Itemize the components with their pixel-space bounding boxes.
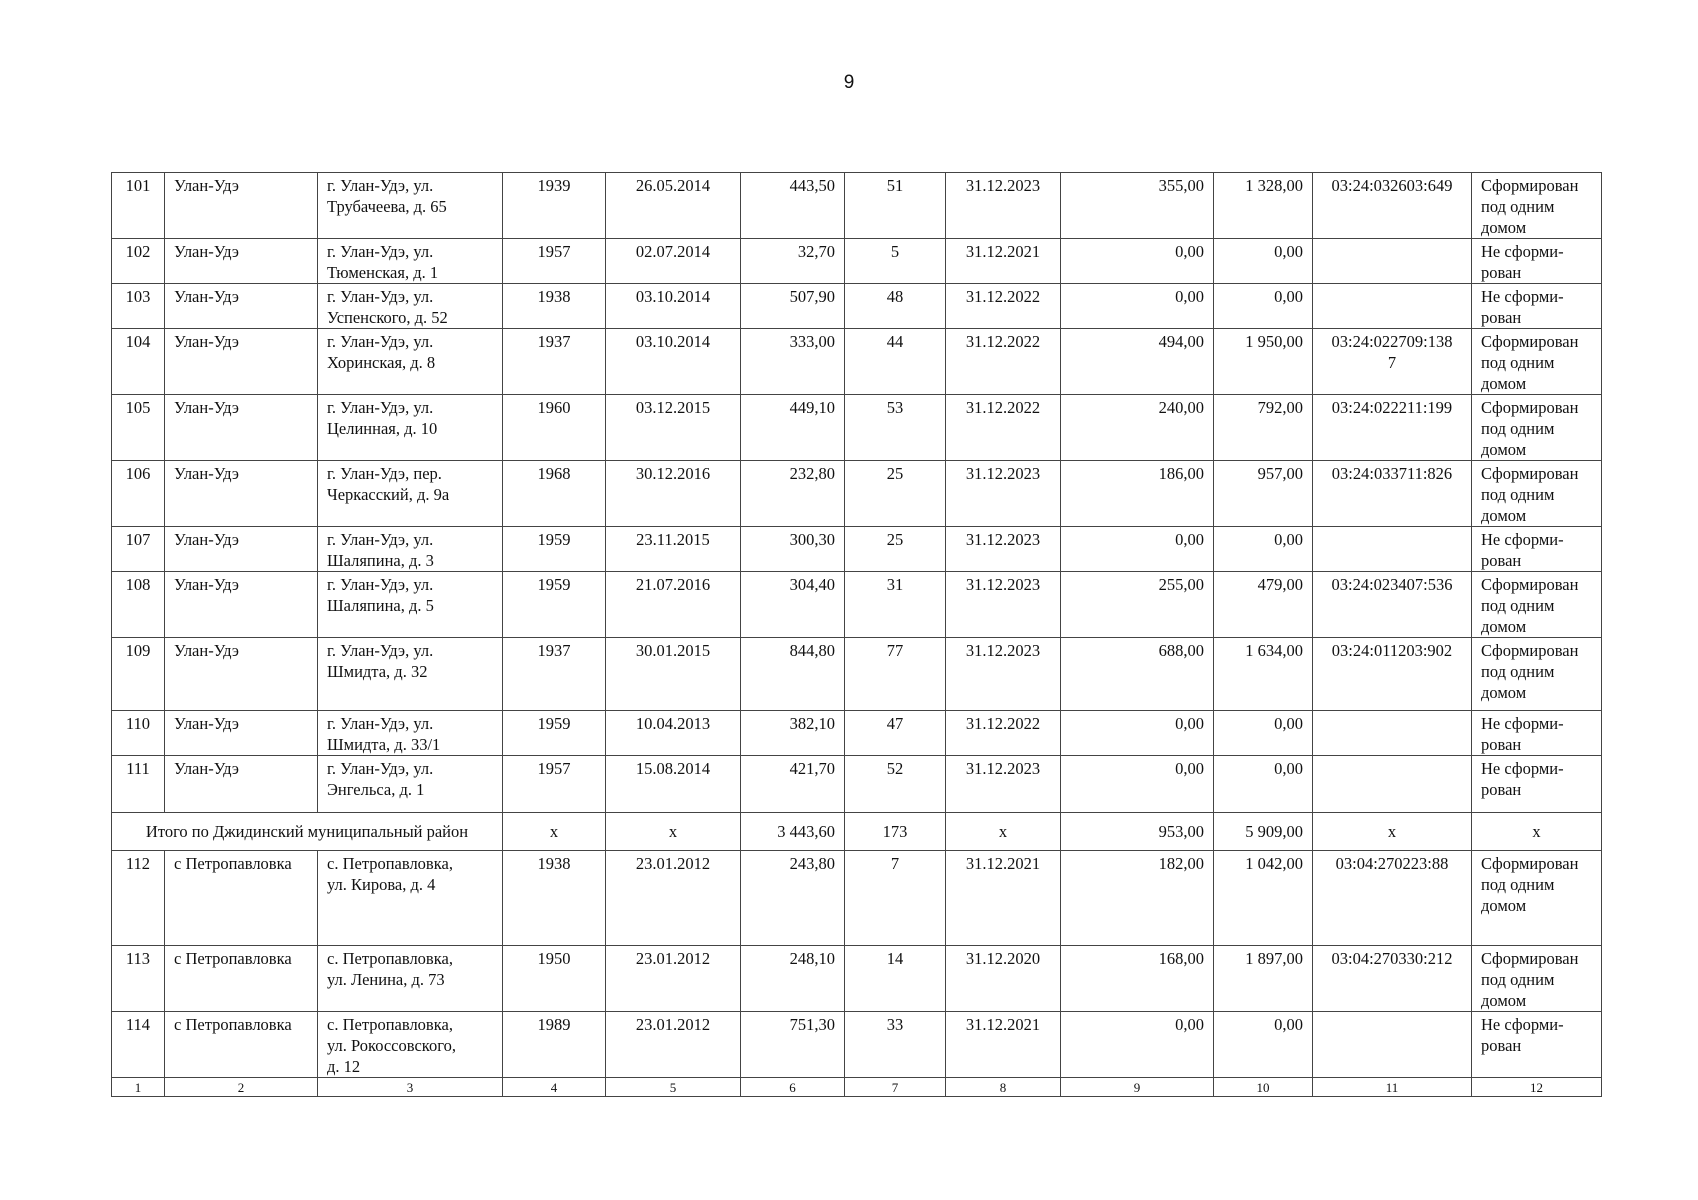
table-row [112, 461, 1602, 527]
cadastral-cell [1313, 527, 1472, 572]
land-area-norm-cell: 0,00 [1214, 711, 1313, 756]
land-area-cell: 0,00 [1061, 1012, 1214, 1078]
date-cell: 15.08.2014 [606, 756, 741, 813]
row-number: 101 [112, 173, 165, 239]
total-area: 3 443,60 [741, 813, 845, 851]
deadline-cell: 31.12.2023 [946, 638, 1061, 711]
land-area-cell: 494,00 [1061, 329, 1214, 395]
row-number: 105 [112, 395, 165, 461]
deadline-cell: 31.12.2021 [946, 1012, 1061, 1078]
land-area-norm-cell: 1 950,00 [1214, 329, 1313, 395]
deadline-cell: 31.12.2022 [946, 711, 1061, 756]
land-area-cell: 0,00 [1061, 239, 1214, 284]
area-cell: 32,70 [741, 239, 845, 284]
deadline-cell: 31.12.2023 [946, 572, 1061, 638]
column-number: 5 [606, 1078, 741, 1097]
cadastral-cell [1313, 711, 1472, 756]
status-cell: Не сформи- рован [1472, 239, 1602, 284]
area-cell: 449,10 [741, 395, 845, 461]
land-area-norm-cell: 0,00 [1214, 239, 1313, 284]
area-cell: 243,80 [741, 851, 845, 946]
year-cell: 1968 [503, 461, 606, 527]
settlement-cell: Улан-Удэ [165, 461, 318, 527]
status-cell: Сформирован под одним домом [1472, 329, 1602, 395]
table-row [112, 711, 1602, 756]
row-number: 103 [112, 284, 165, 329]
address-cell: г. Улан-Удэ, пер. Черкасский, д. 9а [318, 461, 503, 527]
deadline-cell: 31.12.2023 [946, 756, 1061, 813]
column-number: 7 [845, 1078, 946, 1097]
year-cell: 1960 [503, 395, 606, 461]
total-label: Итого по Джидинский муниципальный район [112, 813, 503, 851]
column-number: 10 [1214, 1078, 1313, 1097]
cadastral-cell [1313, 1012, 1472, 1078]
deadline-cell: 31.12.2021 [946, 851, 1061, 946]
rows-group-b [112, 851, 1602, 1078]
residents-cell: 7 [845, 851, 946, 946]
deadline-cell: 31.12.2020 [946, 946, 1061, 1012]
row-number: 113 [112, 946, 165, 1012]
date-cell: 03.10.2014 [606, 284, 741, 329]
row-number: 109 [112, 638, 165, 711]
table-row [112, 329, 1602, 395]
total-cadastral: х [1313, 813, 1472, 851]
row-number: 104 [112, 329, 165, 395]
status-cell: Не сформи- рован [1472, 711, 1602, 756]
settlement-cell: Улан-Удэ [165, 756, 318, 813]
settlement-cell: Улан-Удэ [165, 572, 318, 638]
residents-cell: 14 [845, 946, 946, 1012]
area-cell: 844,80 [741, 638, 845, 711]
total-land-area: 953,00 [1061, 813, 1214, 851]
area-cell: 507,90 [741, 284, 845, 329]
table-row [112, 638, 1602, 711]
row-number: 106 [112, 461, 165, 527]
land-area-norm-cell: 1 634,00 [1214, 638, 1313, 711]
settlement-cell: Улан-Удэ [165, 329, 318, 395]
year-cell: 1937 [503, 638, 606, 711]
land-area-cell: 182,00 [1061, 851, 1214, 946]
land-area-cell: 255,00 [1061, 572, 1214, 638]
status-cell: Сформирован под одним домом [1472, 395, 1602, 461]
table-row [112, 239, 1602, 284]
cadastral-cell: 03:24:023407:536 [1313, 572, 1472, 638]
total-row [112, 813, 1602, 851]
area-cell: 443,50 [741, 173, 845, 239]
area-cell: 248,10 [741, 946, 845, 1012]
address-cell: г. Улан-Удэ, ул. Трубачеева, д. 65 [318, 173, 503, 239]
table-row [112, 851, 1602, 946]
table-row [112, 173, 1602, 239]
date-cell: 23.01.2012 [606, 851, 741, 946]
land-area-cell: 355,00 [1061, 173, 1214, 239]
area-cell: 751,30 [741, 1012, 845, 1078]
settlement-cell: Улан-Удэ [165, 173, 318, 239]
row-number: 112 [112, 851, 165, 946]
settlement-cell: с Петропавловка [165, 1012, 318, 1078]
status-cell: Не сформи- рован [1472, 1012, 1602, 1078]
residents-cell: 44 [845, 329, 946, 395]
status-cell: Сформирован под одним домом [1472, 851, 1602, 946]
area-cell: 304,40 [741, 572, 845, 638]
status-cell: Не сформи- рован [1472, 756, 1602, 813]
address-cell: г. Улан-Удэ, ул. Шмидта, д. 33/1 [318, 711, 503, 756]
year-cell: 1957 [503, 239, 606, 284]
deadline-cell: 31.12.2023 [946, 461, 1061, 527]
register-table [111, 172, 1602, 1097]
year-cell: 1938 [503, 851, 606, 946]
area-cell: 421,70 [741, 756, 845, 813]
cadastral-cell: 03:24:033711:826 [1313, 461, 1472, 527]
table-row [112, 395, 1602, 461]
column-number: 9 [1061, 1078, 1214, 1097]
year-cell: 1937 [503, 329, 606, 395]
residents-cell: 5 [845, 239, 946, 284]
land-area-norm-cell: 957,00 [1214, 461, 1313, 527]
area-cell: 232,80 [741, 461, 845, 527]
deadline-cell: 31.12.2022 [946, 395, 1061, 461]
area-cell: 333,00 [741, 329, 845, 395]
column-number: 4 [503, 1078, 606, 1097]
residents-cell: 31 [845, 572, 946, 638]
date-cell: 21.07.2016 [606, 572, 741, 638]
column-number: 12 [1472, 1078, 1602, 1097]
date-cell: 03.10.2014 [606, 329, 741, 395]
cadastral-cell: 03:24:022211:199 [1313, 395, 1472, 461]
date-cell: 10.04.2013 [606, 711, 741, 756]
residents-cell: 25 [845, 527, 946, 572]
year-cell: 1950 [503, 946, 606, 1012]
address-cell: с. Петропавловка, ул. Кирова, д. 4 [318, 851, 503, 946]
total-deadline: х [946, 813, 1061, 851]
deadline-cell: 31.12.2022 [946, 329, 1061, 395]
address-cell: с. Петропавловка, ул. Ленина, д. 73 [318, 946, 503, 1012]
row-number: 110 [112, 711, 165, 756]
address-cell: г. Улан-Удэ, ул. Шаляпина, д. 3 [318, 527, 503, 572]
land-area-norm-cell: 0,00 [1214, 284, 1313, 329]
area-cell: 300,30 [741, 527, 845, 572]
settlement-cell: Улан-Удэ [165, 284, 318, 329]
date-cell: 30.12.2016 [606, 461, 741, 527]
residents-cell: 48 [845, 284, 946, 329]
status-cell: Сформирован под одним домом [1472, 638, 1602, 711]
residents-cell: 77 [845, 638, 946, 711]
residents-cell: 53 [845, 395, 946, 461]
status-cell: Сформирован под одним домом [1472, 572, 1602, 638]
deadline-cell: 31.12.2022 [946, 284, 1061, 329]
row-number: 108 [112, 572, 165, 638]
page-number: 9 [843, 72, 855, 93]
date-cell: 23.11.2015 [606, 527, 741, 572]
column-number-row [112, 1078, 1602, 1097]
deadline-cell: 31.12.2021 [946, 239, 1061, 284]
address-cell: г. Улан-Удэ, ул. Хоринская, д. 8 [318, 329, 503, 395]
address-cell: г. Улан-Удэ, ул. Шаляпина, д. 5 [318, 572, 503, 638]
land-area-norm-cell: 792,00 [1214, 395, 1313, 461]
status-cell: Сформирован под одним домом [1472, 173, 1602, 239]
deadline-cell: 31.12.2023 [946, 173, 1061, 239]
column-number: 8 [946, 1078, 1061, 1097]
land-area-norm-cell: 0,00 [1214, 527, 1313, 572]
land-area-cell: 240,00 [1061, 395, 1214, 461]
cadastral-cell [1313, 239, 1472, 284]
cadastral-cell [1313, 756, 1472, 813]
table-row [112, 756, 1602, 813]
column-number: 6 [741, 1078, 845, 1097]
address-cell: г. Улан-Удэ, ул. Энгельса, д. 1 [318, 756, 503, 813]
cadastral-cell: 03:04:270330:212 [1313, 946, 1472, 1012]
land-area-norm-cell: 1 897,00 [1214, 946, 1313, 1012]
year-cell: 1959 [503, 711, 606, 756]
total-land-area-norm: 5 909,00 [1214, 813, 1313, 851]
status-cell: Не сформи- рован [1472, 527, 1602, 572]
address-cell: с. Петропавловка, ул. Рокоссовского, д. 12 [318, 1012, 503, 1078]
table-row [112, 946, 1602, 1012]
residents-cell: 25 [845, 461, 946, 527]
address-cell: г. Улан-Удэ, ул. Целинная, д. 10 [318, 395, 503, 461]
land-area-cell: 0,00 [1061, 284, 1214, 329]
column-number: 11 [1313, 1078, 1472, 1097]
address-cell: г. Улан-Удэ, ул. Шмидта, д. 32 [318, 638, 503, 711]
settlement-cell: Улан-Удэ [165, 711, 318, 756]
settlement-cell: Улан-Удэ [165, 638, 318, 711]
date-cell: 23.01.2012 [606, 1012, 741, 1078]
area-cell: 382,10 [741, 711, 845, 756]
table-row [112, 284, 1602, 329]
table-row [112, 572, 1602, 638]
date-cell: 30.01.2015 [606, 638, 741, 711]
status-cell: Сформирован под одним домом [1472, 946, 1602, 1012]
land-area-norm-cell: 1 042,00 [1214, 851, 1313, 946]
land-area-cell: 168,00 [1061, 946, 1214, 1012]
address-cell: г. Улан-Удэ, ул. Тюменская, д. 1 [318, 239, 503, 284]
deadline-cell: 31.12.2023 [946, 527, 1061, 572]
year-cell: 1959 [503, 527, 606, 572]
row-number: 114 [112, 1012, 165, 1078]
land-area-cell: 688,00 [1061, 638, 1214, 711]
residents-cell: 47 [845, 711, 946, 756]
land-area-cell: 0,00 [1061, 527, 1214, 572]
settlement-cell: с Петропавловка [165, 946, 318, 1012]
total-year: х [503, 813, 606, 851]
settlement-cell: Улан-Удэ [165, 527, 318, 572]
status-cell: Сформирован под одним домом [1472, 461, 1602, 527]
cadastral-cell: 03:04:270223:88 [1313, 851, 1472, 946]
total-date: х [606, 813, 741, 851]
total-status: х [1472, 813, 1602, 851]
column-number: 2 [165, 1078, 318, 1097]
settlement-cell: Улан-Удэ [165, 239, 318, 284]
cadastral-cell: 03:24:032603:649 [1313, 173, 1472, 239]
land-area-cell: 186,00 [1061, 461, 1214, 527]
land-area-norm-cell: 1 328,00 [1214, 173, 1313, 239]
land-area-norm-cell: 0,00 [1214, 756, 1313, 813]
year-cell: 1989 [503, 1012, 606, 1078]
rows-group-a [112, 173, 1602, 813]
cadastral-cell: 03:24:011203:902 [1313, 638, 1472, 711]
residents-cell: 52 [845, 756, 946, 813]
year-cell: 1939 [503, 173, 606, 239]
total-residents: 173 [845, 813, 946, 851]
date-cell: 02.07.2014 [606, 239, 741, 284]
date-cell: 26.05.2014 [606, 173, 741, 239]
address-cell: г. Улан-Удэ, ул. Успенского, д. 52 [318, 284, 503, 329]
date-cell: 23.01.2012 [606, 946, 741, 1012]
column-number: 3 [318, 1078, 503, 1097]
table-row [112, 527, 1602, 572]
year-cell: 1938 [503, 284, 606, 329]
row-number: 111 [112, 756, 165, 813]
year-cell: 1957 [503, 756, 606, 813]
cadastral-cell: 03:24:022709:138 7 [1313, 329, 1472, 395]
settlement-cell: Улан-Удэ [165, 395, 318, 461]
land-area-cell: 0,00 [1061, 756, 1214, 813]
settlement-cell: с Петропавловка [165, 851, 318, 946]
cadastral-cell [1313, 284, 1472, 329]
row-number: 107 [112, 527, 165, 572]
status-cell: Не сформи- рован [1472, 284, 1602, 329]
land-area-norm-cell: 479,00 [1214, 572, 1313, 638]
residents-cell: 51 [845, 173, 946, 239]
row-number: 102 [112, 239, 165, 284]
land-area-cell: 0,00 [1061, 711, 1214, 756]
table-row [112, 1012, 1602, 1078]
year-cell: 1959 [503, 572, 606, 638]
residents-cell: 33 [845, 1012, 946, 1078]
land-area-norm-cell: 0,00 [1214, 1012, 1313, 1078]
date-cell: 03.12.2015 [606, 395, 741, 461]
column-number: 1 [112, 1078, 165, 1097]
